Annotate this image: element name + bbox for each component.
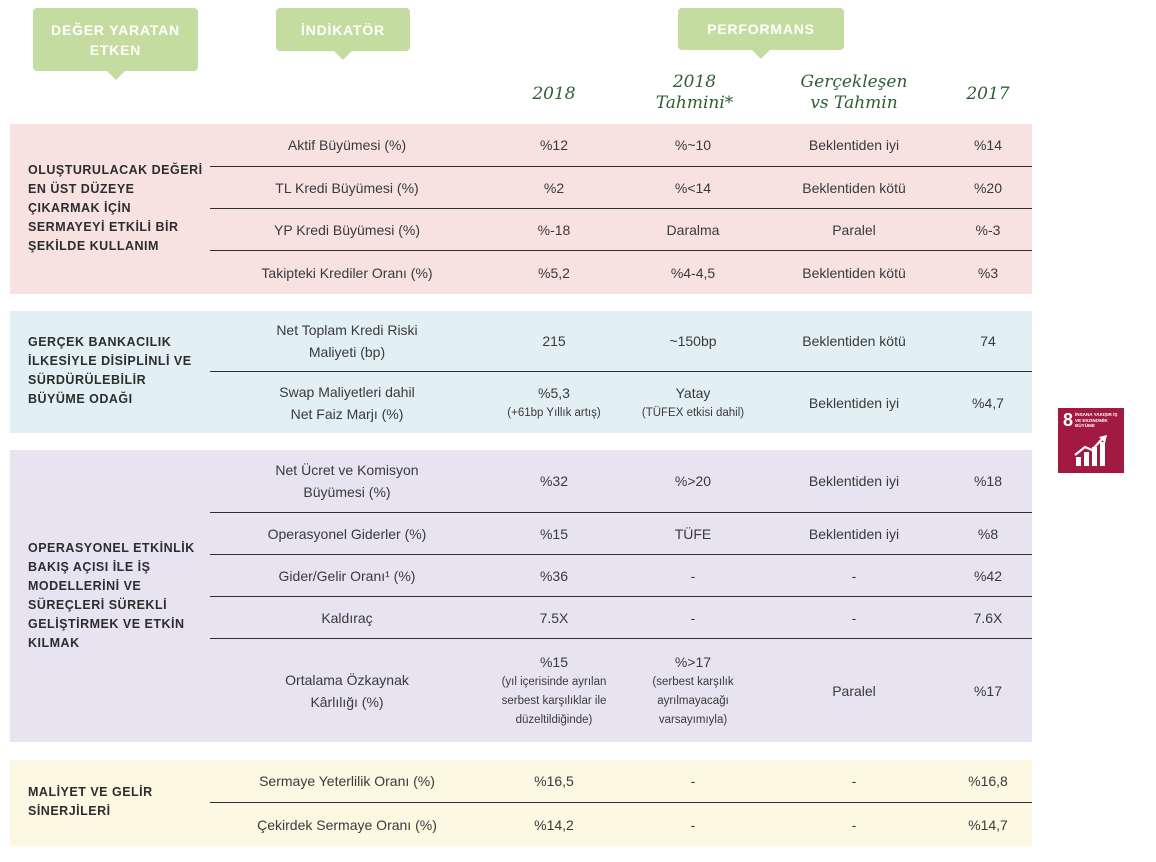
value-driver-header xyxy=(33,8,198,71)
actual-vs-forecast-value: - xyxy=(851,567,857,584)
value-2017-cell xyxy=(938,760,1038,802)
actual-vs-forecast-cell xyxy=(784,803,924,846)
section-label: GERÇEK BANKACILIK İLKESİYLE DİSİPLİNLİ VE SÜRDÜRÜLEBİLİR BÜYÜME ODAĞI xyxy=(28,335,192,406)
section-disciplined-growth xyxy=(10,311,1032,433)
value-2017-cell xyxy=(938,251,1038,294)
actual-vs-forecast-cell xyxy=(784,513,924,554)
forecast-cell xyxy=(622,513,764,554)
section-label: MALİYET VE GELİR SİNERJİLERİ xyxy=(28,785,153,818)
section-label: OLUŞTURULACAK DEĞERİ EN ÜST DÜZEYE ÇIKARMAK İÇİN SERMAYEYİ ETKİLİ BİR ŞEKİLDE KULLANIM xyxy=(28,163,203,253)
section-operational-efficiency xyxy=(10,450,1032,742)
table-row xyxy=(210,803,1032,846)
indicator-cell xyxy=(210,513,484,554)
actual-vs-forecast-value: Beklentiden iyi xyxy=(808,525,900,542)
indicator-cell xyxy=(210,311,484,371)
column-2018-forecast-line1: 2018 xyxy=(672,72,717,92)
section-capital-usage xyxy=(10,124,1032,294)
forecast-value: %<14 xyxy=(674,179,712,196)
indicator-text: Ortalama Özkaynak xyxy=(285,671,409,688)
value-2017-cell xyxy=(938,124,1038,166)
value-2017-cell xyxy=(938,372,1038,433)
sdg-title: İNSANA YAKIŞIR İŞ VE EKONOMİK BÜYÜME xyxy=(1075,412,1118,428)
actual-vs-forecast-value: Paralel xyxy=(832,221,876,238)
value-2018-cell xyxy=(504,209,604,250)
value-driver-header-pointer xyxy=(107,71,125,80)
value-2017: 7.6X xyxy=(973,609,1003,626)
value-2018-cell xyxy=(486,639,622,742)
column-2017-label: 2017 xyxy=(966,84,1010,104)
table-row xyxy=(210,597,1032,639)
value-driver-header-label: DEĞER YARATAN ETKEN xyxy=(51,21,180,58)
indicator-cell xyxy=(210,803,484,846)
performance-header xyxy=(678,8,844,50)
column-actual-vs-forecast-line2: vs Tahmin xyxy=(810,93,898,113)
actual-vs-forecast-cell xyxy=(784,167,924,208)
value-2018: %5,2 xyxy=(538,264,570,281)
actual-vs-forecast-cell xyxy=(784,251,924,294)
forecast-note: (serbest karşılık ayrılmayacağı varsayımıyla) xyxy=(652,676,734,726)
performance-header-pointer xyxy=(752,50,770,59)
indicator-text: YP Kredi Büyümesi (%) xyxy=(273,221,420,238)
value-2018: %15 xyxy=(539,525,569,542)
value-2018-cell xyxy=(504,450,604,512)
indicator-text: Sermaye Yeterlilik Oranı (%) xyxy=(259,773,435,789)
indicator-cell xyxy=(210,124,484,166)
indicator-text: Net Ücret ve Komisyon xyxy=(275,462,419,478)
value-2018-cell xyxy=(504,372,604,433)
indicator-text: TL Kredi Büyümesi (%) xyxy=(275,179,419,196)
column-2018-forecast xyxy=(622,72,767,114)
forecast-cell xyxy=(622,167,764,208)
value-2017: %14,7 xyxy=(968,816,1008,833)
value-2018-cell xyxy=(504,555,604,596)
indicator-header-label: İNDİKATÖR xyxy=(301,21,385,38)
indicator-text-line2: Büyümesi (%) xyxy=(303,484,391,500)
actual-vs-forecast-value: Beklentiden kötü xyxy=(802,264,906,281)
section-cost-income-synergies xyxy=(10,760,1032,846)
indicator-text-line2: Kârlılığı (%) xyxy=(310,693,384,710)
value-2017-cell xyxy=(938,311,1038,371)
indicator-text: Operasyonel Giderler (%) xyxy=(267,525,427,542)
indicator-cell xyxy=(210,167,484,208)
table-row xyxy=(210,311,1032,372)
value-2018: %5,3 xyxy=(538,385,570,401)
table-row xyxy=(210,760,1032,803)
column-2018-forecast-line2: Tahmini* xyxy=(655,93,734,113)
forecast-cell xyxy=(622,760,764,802)
actual-vs-forecast-cell xyxy=(784,372,924,433)
value-2018: %2 xyxy=(543,179,565,196)
value-2018-note: (+61bp Yıllık artış) xyxy=(507,407,601,419)
value-2017: %17 xyxy=(973,682,1003,699)
forecast-value: - xyxy=(690,816,696,833)
forecast-cell xyxy=(622,450,764,512)
value-2017-cell xyxy=(938,209,1038,250)
value-2018-note: (yıl içerisinde ayrılan serbest karşılıklar ile düzeltildiğinde) xyxy=(501,676,607,726)
table-row xyxy=(210,513,1032,555)
forecast-value: Yatay xyxy=(675,385,711,401)
indicator-cell xyxy=(210,597,484,638)
table-row xyxy=(210,450,1032,513)
forecast-value: %>20 xyxy=(674,473,712,489)
indicator-text: Swap Maliyetleri dahil xyxy=(279,383,415,400)
actual-vs-forecast-value: Beklentiden kötü xyxy=(802,333,906,349)
value-2017-cell xyxy=(938,167,1038,208)
value-2017-cell xyxy=(938,513,1038,554)
forecast-value: %>17 xyxy=(674,654,712,670)
indicator-cell xyxy=(210,372,484,433)
indicator-cell xyxy=(210,450,484,512)
table-row xyxy=(210,167,1032,209)
table-row xyxy=(210,372,1032,433)
value-2018-cell xyxy=(504,597,604,638)
forecast-value: ~150bp xyxy=(669,333,717,349)
value-2017-cell xyxy=(938,555,1038,596)
actual-vs-forecast-value: - xyxy=(851,773,857,789)
column-2017 xyxy=(943,84,1033,105)
value-2017: %14 xyxy=(973,137,1003,153)
forecast-value: TÜFE xyxy=(674,525,712,542)
value-2017: %3 xyxy=(977,264,999,281)
value-2018-cell xyxy=(504,760,604,802)
value-2017-cell xyxy=(938,450,1038,512)
indicator-text: Gider/Gelir Oranı¹ (%) xyxy=(278,567,416,584)
actual-vs-forecast-value: Beklentiden iyi xyxy=(808,394,900,411)
value-2017: %16,8 xyxy=(968,773,1008,789)
forecast-cell xyxy=(622,124,764,166)
value-2018-cell xyxy=(504,124,604,166)
actual-vs-forecast-value: - xyxy=(851,816,857,833)
value-2017-cell xyxy=(938,803,1038,846)
indicator-header xyxy=(276,8,410,51)
value-2018: %-18 xyxy=(537,221,571,238)
table-row xyxy=(210,639,1032,742)
sdg-8-badge xyxy=(1058,408,1124,473)
table-row xyxy=(210,555,1032,597)
indicator-cell xyxy=(210,760,484,802)
indicator-text: Çekirdek Sermaye Oranı (%) xyxy=(257,816,437,833)
table-row xyxy=(210,209,1032,251)
value-2018: %32 xyxy=(539,473,569,489)
actual-vs-forecast-cell xyxy=(784,639,924,742)
forecast-cell xyxy=(622,251,764,294)
value-2018: 215 xyxy=(542,333,566,349)
actual-vs-forecast-cell xyxy=(784,450,924,512)
growth-chart-icon xyxy=(1073,435,1109,467)
forecast-cell xyxy=(622,803,764,846)
value-2017: %4,7 xyxy=(972,394,1004,411)
value-2018: %15 xyxy=(539,654,569,670)
value-2017: %8 xyxy=(977,525,999,542)
actual-vs-forecast-cell xyxy=(784,209,924,250)
actual-vs-forecast-value: Beklentiden iyi xyxy=(808,473,900,489)
forecast-value: %4-4,5 xyxy=(670,264,716,281)
actual-vs-forecast-value: Paralel xyxy=(832,682,876,699)
value-2018-cell xyxy=(504,803,604,846)
actual-vs-forecast-value: - xyxy=(851,609,857,626)
forecast-cell xyxy=(622,555,764,596)
indicator-cell xyxy=(210,251,484,294)
indicator-text: Net Toplam Kredi Riski xyxy=(276,322,418,338)
indicator-text-line2: Maliyeti (bp) xyxy=(308,344,386,360)
forecast-value: %~10 xyxy=(674,137,712,153)
column-2018 xyxy=(509,84,599,105)
value-2018-cell xyxy=(504,167,604,208)
table-row xyxy=(210,124,1032,167)
column-2018-label: 2018 xyxy=(532,84,576,104)
forecast-cell xyxy=(622,639,764,742)
indicator-text-line2: Net Faiz Marjı (%) xyxy=(290,405,404,422)
actual-vs-forecast-value: Beklentiden iyi xyxy=(808,137,900,153)
indicator-text: Kaldıraç xyxy=(321,609,373,626)
value-2017: %18 xyxy=(973,473,1003,489)
indicator-cell xyxy=(210,639,484,742)
forecast-value: - xyxy=(690,567,696,584)
forecast-value: - xyxy=(690,609,696,626)
value-2017-cell xyxy=(938,639,1038,742)
sdg-number: 8 xyxy=(1063,410,1074,430)
column-actual-vs-forecast-line1: Gerçekleşen xyxy=(800,72,908,92)
table-row xyxy=(210,251,1032,294)
value-2017: %20 xyxy=(973,179,1003,196)
forecast-note: (TÜFEX etkisi dahil) xyxy=(641,407,745,419)
actual-vs-forecast-cell xyxy=(784,555,924,596)
actual-vs-forecast-cell xyxy=(784,597,924,638)
performance-header-label: PERFORMANS xyxy=(707,21,815,37)
value-2017: %-3 xyxy=(975,221,1001,238)
forecast-cell xyxy=(622,597,764,638)
indicator-header-pointer xyxy=(334,51,352,60)
value-2018: %36 xyxy=(539,567,569,584)
indicator-cell xyxy=(210,555,484,596)
value-2017: 74 xyxy=(980,333,996,349)
actual-vs-forecast-value: Beklentiden kötü xyxy=(802,179,906,196)
value-2018: %14,2 xyxy=(534,816,574,833)
forecast-cell xyxy=(622,209,764,250)
value-2018-cell xyxy=(504,513,604,554)
value-2018: %12 xyxy=(539,137,569,153)
forecast-value: Daralma xyxy=(666,221,720,238)
value-2018: 7.5X xyxy=(539,609,569,626)
column-actual-vs-forecast xyxy=(784,72,924,114)
value-2018-cell xyxy=(504,311,604,371)
actual-vs-forecast-cell xyxy=(784,124,924,166)
section-label: OPERASYONEL ETKİNLİK BAKIŞ AÇISI İLE İŞ MODELLERİNİ VE SÜREÇLERİ SÜREKLİ GELİŞTİRMEK VE ETKİN KILMAK xyxy=(28,541,195,650)
value-2018: %16,5 xyxy=(534,773,574,789)
value-2017-cell xyxy=(938,597,1038,638)
indicator-text: Takipteki Krediler Oranı (%) xyxy=(261,264,433,281)
value-2018-cell xyxy=(504,251,604,294)
indicator-cell xyxy=(210,209,484,250)
forecast-cell xyxy=(622,311,764,371)
actual-vs-forecast-cell xyxy=(784,311,924,371)
forecast-cell xyxy=(622,372,764,433)
value-2017: %42 xyxy=(973,567,1003,584)
actual-vs-forecast-cell xyxy=(784,760,924,802)
indicator-text: Aktif Büyümesi (%) xyxy=(287,137,407,153)
forecast-value: - xyxy=(690,773,696,789)
